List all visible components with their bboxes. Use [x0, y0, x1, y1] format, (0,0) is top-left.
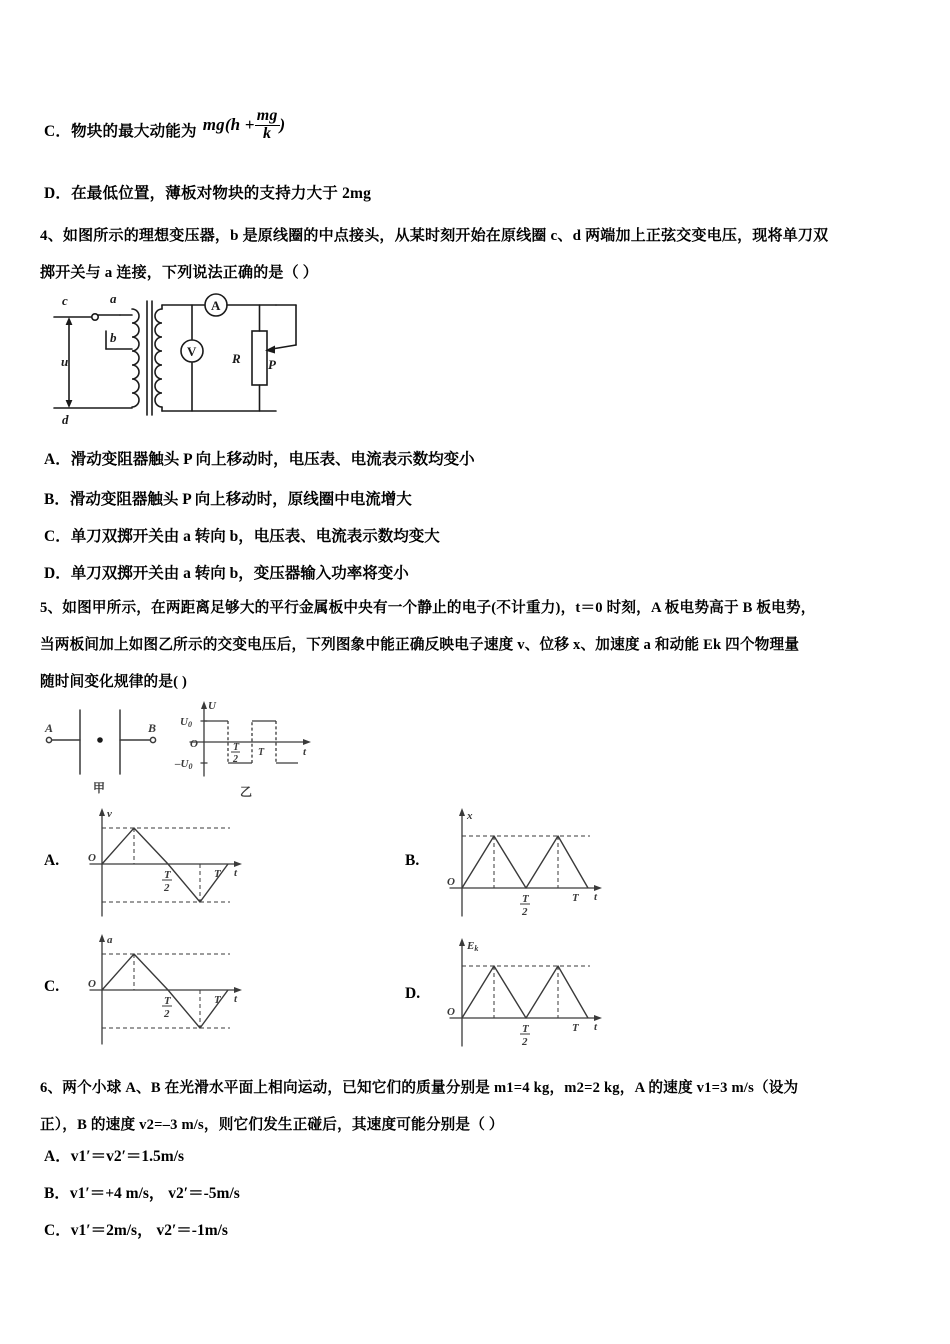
- transformer-label-d: d: [62, 412, 69, 427]
- q4-option-c-text: 单刀双掷开关由 a 转向 b，电压表、电流表示数均变大: [70, 528, 440, 545]
- transformer-label-u: u: [61, 354, 69, 369]
- q5-option-d-graph: [438, 932, 628, 1052]
- q6-option-c-label: C．: [44, 1222, 71, 1239]
- q5-option-b-label: B.: [405, 852, 420, 869]
- figure-caption-jia: 甲: [93, 781, 106, 795]
- q5a-tick-half-num: T: [164, 869, 171, 881]
- q4-stem-line1: 4、如图所示的理想变压器，b 是原线圈的中点接头，从某时刻开始在原线圈 c、d 两端加上正弦交变电压，现将单刀双: [40, 228, 829, 244]
- q4-option-b-text: 滑动变阻器触头 P 向上移动时，原线圈中电流增大: [69, 491, 412, 508]
- wave-neg-u0-label: –U0: [175, 758, 193, 771]
- q5d-y-axis-label: Ek: [467, 940, 479, 953]
- q4-option-c: [44, 527, 440, 547]
- q5a-x-axis-label: t: [234, 867, 238, 879]
- ammeter-label: A: [211, 298, 221, 313]
- q5c-tick-half-num: T: [164, 995, 171, 1007]
- formula-lead: mg(h +: [202, 115, 255, 134]
- q4-option-d: [44, 564, 409, 584]
- q5-option-c-label: C.: [44, 978, 60, 995]
- q3-option-c-text: 物块的最大动能为: [71, 123, 197, 140]
- plate-label-b: B: [148, 721, 157, 735]
- q6-stem-line1: 6、两个小球 A、B 在光滑水平面上相向运动，已知它们的质量分别是 m1=4 kg，m2=2 kg，A 的速度 v1=3 m/s（设为: [40, 1080, 799, 1096]
- q5c-tick-half-den: 2: [164, 1008, 170, 1020]
- wave-tick-half-den: 2: [233, 754, 238, 765]
- q5a-origin-label: O: [88, 852, 96, 864]
- q5c-x-axis-label: t: [234, 993, 238, 1005]
- q5a-y-axis-label: v: [107, 808, 112, 820]
- q5c-origin-label: O: [88, 978, 96, 990]
- figure-caption-yi: 乙: [240, 785, 253, 799]
- q5b-tick-half-num: T: [522, 893, 529, 905]
- wave-tick-half-num: T: [233, 742, 240, 753]
- q5-stem-line2: 当两板间加上如图乙所示的交变电压后，下列图象中能正确反映电子速度 v、位移 x、加速度 a 和动能 Ek 四个物理量: [40, 637, 800, 653]
- transformer-label-b: b: [110, 330, 117, 345]
- q4-option-a-label: A．: [44, 451, 71, 468]
- plate-label-a: A: [45, 721, 54, 735]
- parallel-plates-figure: [38, 700, 173, 800]
- wave-u0-label: U0: [180, 716, 192, 729]
- formula-denominator: k: [255, 125, 280, 143]
- q5c-tick-full: T: [214, 994, 221, 1006]
- wave-y-axis-label: U: [208, 700, 216, 712]
- q6-option-a: [44, 1147, 184, 1167]
- q4-stem-line2: 掷开关与 a 连接，下列说法正确的是（ ）: [40, 265, 318, 281]
- q4-option-d-label: D．: [44, 565, 71, 582]
- formula-tail: ): [279, 115, 286, 134]
- q6-option-b-text: v1′＝+4 m/s， v2′＝-5m/s: [69, 1185, 240, 1202]
- resistor-label: R: [232, 351, 241, 366]
- q5-option-b-graph: [438, 806, 628, 924]
- q5b-origin-label: O: [447, 876, 455, 888]
- q3-option-c-label: C．: [44, 123, 72, 140]
- q5d-origin-label: O: [447, 1006, 455, 1018]
- q6-option-b-label: B．: [44, 1185, 70, 1202]
- q3-option-d: [44, 175, 371, 212]
- wave-origin-label: O: [190, 738, 198, 750]
- q4-option-b-label: B．: [44, 491, 70, 508]
- q5b-y-axis-label: x: [467, 810, 473, 822]
- q5a-tick-half-den: 2: [164, 882, 170, 894]
- q4-option-c-label: C．: [44, 528, 71, 545]
- transformer-circuit-figure: [44, 287, 334, 427]
- q4-option-b: [44, 490, 412, 510]
- q5d-tick-half-den: 2: [522, 1036, 528, 1048]
- q5d-x-axis-label: t: [594, 1021, 598, 1033]
- voltmeter-label: V: [187, 344, 197, 359]
- q5-option-c-graph: [78, 932, 268, 1052]
- q3-option-d-label: D．: [44, 185, 72, 202]
- q5-stem-line1: 5、如图甲所示，在两距离足够大的平行金属板中央有一个静止的电子(不计重力)，t＝0 时刻，A 板电势高于 B 板电势，: [40, 600, 816, 616]
- q3-option-c-formula: [202, 106, 286, 142]
- formula-numerator: mg: [256, 106, 278, 124]
- q5c-y-axis-label: a: [107, 934, 113, 946]
- q6-option-c: [44, 1221, 228, 1241]
- q5d-tick-full: T: [572, 1022, 579, 1034]
- q5-option-d-label: D.: [405, 985, 421, 1002]
- q5a-tick-full: T: [214, 868, 221, 880]
- q5d-tick-half-num: T: [522, 1023, 529, 1035]
- q3-option-d-text: 在最低位置，薄板对物块的支持力大于 2mg: [71, 185, 372, 202]
- q6-option-b: [44, 1184, 240, 1204]
- q5b-tick-full: T: [572, 892, 579, 904]
- q6-stem-line2: 正），B 的速度 v2=–3 m/s，则它们发生正碰后，其速度可能分别是（ ）: [40, 1117, 504, 1133]
- q6-option-c-text: v1′＝2m/s， v2′＝-1m/s: [70, 1222, 228, 1239]
- q6-option-a-text: v1′＝v2′＝1.5m/s: [70, 1148, 185, 1165]
- wave-x-axis-label: t: [303, 746, 307, 758]
- q4-option-d-text: 单刀双掷开关由 a 转向 b，变压器输入功率将变小: [70, 565, 409, 582]
- q4-option-a: [44, 450, 475, 470]
- transformer-label-c: c: [62, 293, 68, 308]
- wave-tick-full: T: [258, 747, 265, 758]
- q5-option-a-graph: [78, 806, 268, 924]
- q5b-tick-half-den: 2: [522, 906, 528, 918]
- q5-option-a-label: A.: [44, 852, 60, 869]
- slider-label: P: [268, 357, 276, 372]
- q5b-x-axis-label: t: [594, 891, 598, 903]
- q6-option-a-label: A．: [44, 1148, 71, 1165]
- square-wave-figure: [172, 698, 322, 802]
- q3-option-c: [44, 106, 286, 150]
- q4-option-a-text: 滑动变阻器触头 P 向上移动时，电压表、电流表示数均变小: [70, 451, 475, 468]
- q5-stem-line3: 随时间变化规律的是( ): [40, 674, 188, 690]
- transformer-label-a: a: [110, 291, 117, 306]
